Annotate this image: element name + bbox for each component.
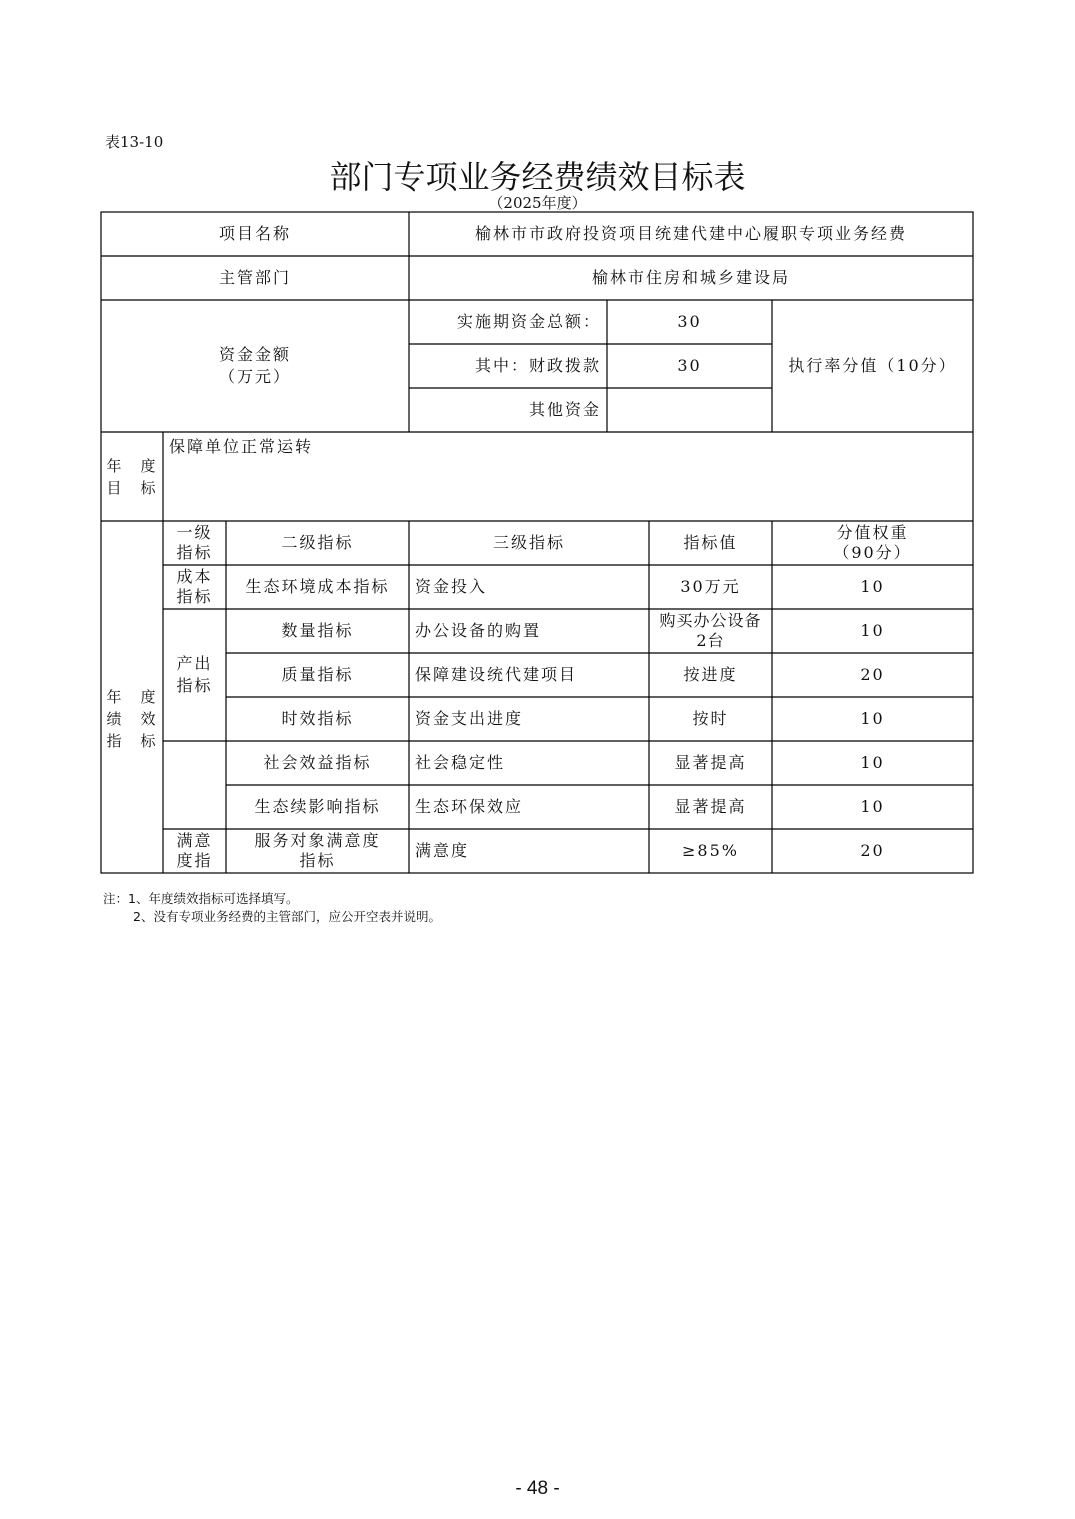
row-value: 显著提高: [674, 753, 747, 772]
output-line1: 产出: [176, 654, 213, 673]
row-value: ≥85%: [682, 841, 739, 860]
row-value: 30万元: [680, 577, 741, 596]
annual-goal-label-line2: 目 标: [106, 478, 158, 497]
satisfaction-indicator-label: [163, 829, 226, 873]
header-weight-line1: 分值权重: [836, 523, 909, 542]
indicators-side-line2: 绩 效: [106, 710, 158, 728]
project-name-value: 榆林市市政府投资项目统建代建中心履职专项业务经费: [474, 224, 907, 243]
execution-score-label: 执行率分值（10分）: [788, 356, 957, 375]
funds-label: [101, 300, 409, 432]
header-value: 指标值: [683, 533, 738, 552]
output-indicator-label: [163, 609, 226, 741]
header-weight: [772, 521, 973, 565]
row-value-line2: 2台: [696, 631, 725, 650]
satisfaction-line2: 度指: [176, 851, 213, 870]
page-title: 部门专项业务经费绩效目标表: [329, 158, 746, 196]
dept-label: 主管部门: [218, 268, 291, 287]
output-line2: 指标: [176, 676, 213, 695]
row-level3: 满意度: [415, 841, 470, 860]
row-level3: 资金支出进度: [415, 709, 524, 728]
row-level3: 办公设备的购置: [415, 621, 542, 640]
indicators-side-label: [101, 521, 163, 873]
funds-total-label: 实施期资金总额：: [456, 312, 601, 331]
indicators-side-line1: 年 度: [106, 688, 158, 706]
note-line2: 2、没有专项业务经费的主管部门，应公开空表并说明。: [133, 909, 441, 924]
row-level3: 资金投入: [415, 577, 488, 596]
header-level1-line2: 指标: [176, 543, 213, 562]
table-number: 表13-10: [105, 133, 164, 151]
row-weight: 10: [860, 797, 885, 816]
row-level3: 社会稳定性: [415, 753, 506, 772]
dept-value: 榆林市住房和城乡建设局: [591, 268, 790, 287]
annual-goal-label: [101, 432, 163, 521]
row-value: 显著提高: [674, 797, 747, 816]
funds-other-value: [607, 388, 772, 432]
header-weight-line2: （90分）: [833, 543, 912, 562]
funds-label-line2: （万元）: [218, 367, 291, 386]
satisfaction-line1: 满意: [176, 831, 213, 850]
row-weight: 10: [860, 577, 885, 596]
row-level2: 质量指标: [281, 665, 354, 684]
row-level2-line2: 指标: [299, 851, 336, 870]
annual-goal-text: 保障单位正常运转: [169, 437, 314, 456]
row-value: 按时: [692, 709, 729, 728]
row-value-line1: 购买办公设备: [659, 611, 762, 630]
page-number: - 48 -: [515, 1478, 560, 1499]
header-level1: [163, 521, 226, 565]
project-name-label: 项目名称: [218, 224, 291, 243]
funds-label-line1: 资金金额: [218, 345, 291, 364]
note-line1: 注：1、年度绩效指标可选择填写。: [103, 891, 299, 906]
row-level2: 数量指标: [281, 621, 354, 640]
row-level2: 生态环境成本指标: [245, 577, 390, 596]
header-level3: 三级指标: [492, 533, 565, 552]
row-level3: 生态环保效应: [415, 797, 524, 816]
indicators-side-line3: 指 标: [106, 732, 158, 750]
funds-fiscal-value: 30: [677, 356, 702, 375]
row-level2: [226, 829, 409, 873]
row-weight: 10: [860, 621, 885, 640]
header-level2: 二级指标: [281, 533, 354, 552]
row-level2: 生态续影响指标: [254, 797, 381, 816]
row-level2: 社会效益指标: [263, 753, 372, 772]
cost-indicator-label: [163, 565, 226, 609]
cost-line2: 指标: [176, 587, 213, 606]
row-value: 按进度: [683, 665, 738, 684]
row-level2-line1: 服务对象满意度: [254, 831, 381, 850]
row-weight: 10: [860, 753, 885, 772]
header-level1-line1: 一级: [176, 523, 213, 542]
funds-other-label: 其他资金: [528, 400, 601, 419]
row-level3: 保障建设统代建项目: [415, 665, 578, 684]
funds-fiscal-label: 其中：财政拨款: [474, 356, 601, 375]
row-weight: 10: [860, 709, 885, 728]
row-level2: 时效指标: [281, 709, 354, 728]
year-label: （2025年度）: [488, 194, 587, 212]
annual-goal-label-line1: 年 度: [106, 456, 158, 475]
row-weight: 20: [860, 665, 885, 684]
row-weight: 20: [860, 841, 885, 860]
cost-line1: 成本: [176, 567, 213, 586]
row-value: [649, 609, 772, 653]
funds-total-value: 30: [677, 312, 702, 331]
